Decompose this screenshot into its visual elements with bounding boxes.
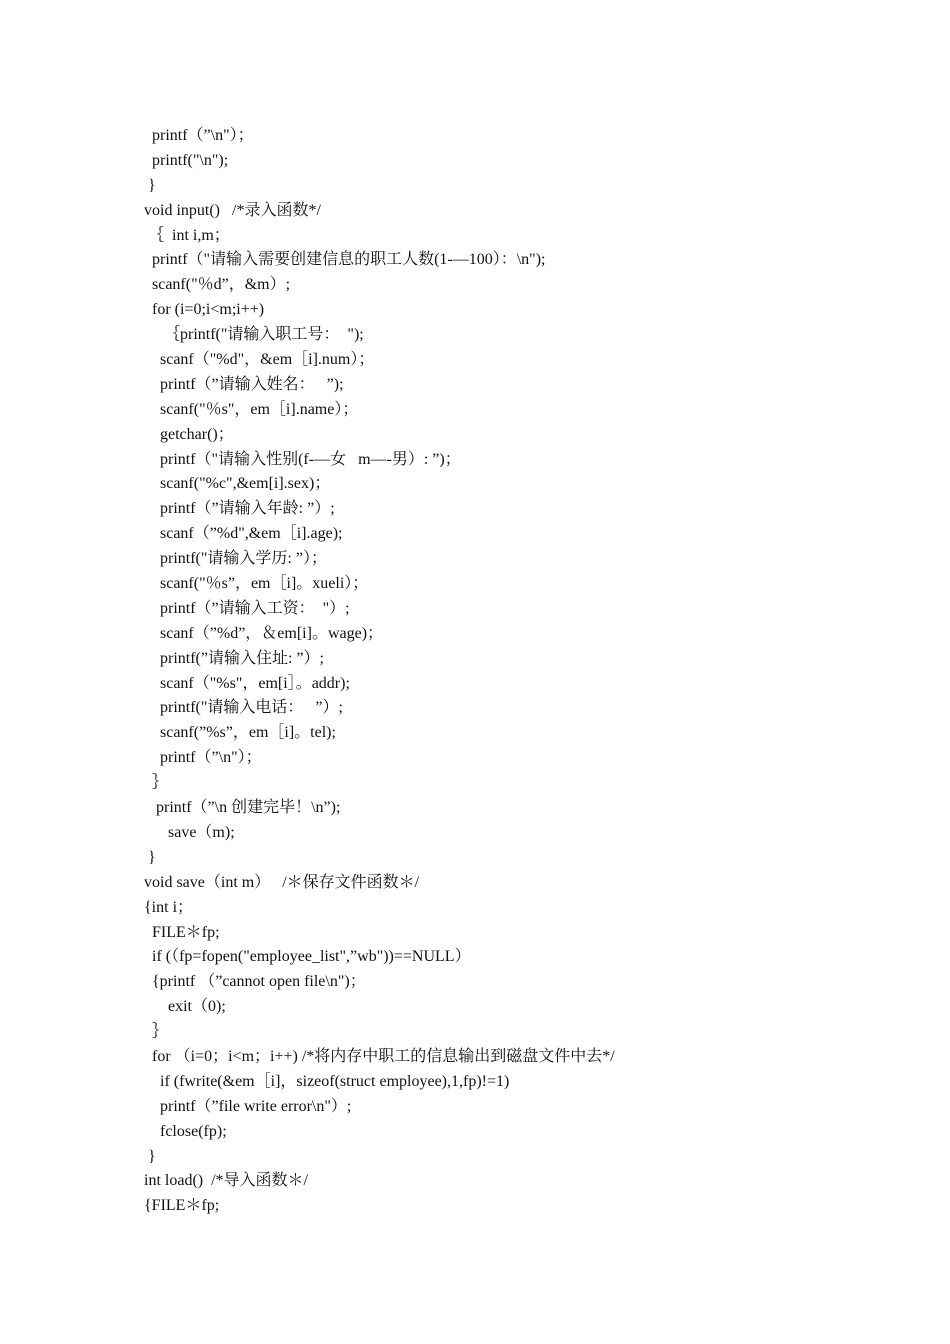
code-line: save（m); <box>144 823 235 841</box>
code-line: int load() /*导入函数＊/ <box>144 1172 308 1190</box>
code-line: scanf("％s"，em［i].name）； <box>144 400 359 418</box>
code-line: printf（”\n 创建完毕！\n”); <box>144 799 341 817</box>
code-line: exit（0); <box>144 998 226 1016</box>
code-line: {printf （”cannot open file\n")； <box>144 973 366 991</box>
code-line: scanf（”%d”，＆em[i]。wage)； <box>144 624 384 642</box>
code-line: scanf("%c",&em[i].sex)； <box>144 475 331 493</box>
code-line: for (i=0;i<m;i++) <box>144 301 265 319</box>
code-line: printf（”\n"）； <box>144 749 262 767</box>
code-line: ｝ <box>144 1023 169 1041</box>
code-line: scanf（"%d"，&em［i].num）； <box>144 351 375 369</box>
code-line: fclose(fp); <box>144 1122 227 1140</box>
code-line: void input() /*录入函数*/ <box>144 201 321 219</box>
code-line: scanf("％d”，&m）; <box>144 276 291 294</box>
code-line: getchar()； <box>144 425 234 443</box>
code-line: } <box>144 176 156 194</box>
code-line: printf（”\n"）； <box>144 127 254 144</box>
code-line: void save（int m） /＊保存文件函数＊/ <box>144 873 420 891</box>
code-line: {FILE＊fp; <box>144 1197 220 1215</box>
code-line: ｛printf("请输入职工号： "); <box>144 326 364 344</box>
code-line: scanf(”%s”，em［i]。tel); <box>144 724 336 742</box>
code-line: scanf("％s”，em［i]。xueli）； <box>144 575 369 593</box>
code-line: printf（”file write error\n"）; <box>144 1097 352 1115</box>
code-line: FILE＊fp; <box>144 923 220 941</box>
code-line: printf("请输入电话： ”）; <box>144 699 343 717</box>
code-line: if (fwrite(&em［i]，sizeof(struct employee),1,fp)!=1) <box>144 1072 510 1090</box>
code-line: } <box>144 848 156 866</box>
code-line: if (（fp=fopen("employee_list",”wb"))==NULL） <box>144 948 471 966</box>
code-line: printf（”请输入工资： "）; <box>144 599 350 617</box>
code-line: printf（”请输入年龄: ”）; <box>144 500 335 518</box>
code-line: for （i=0；i<m；i++) /*将内存中职工的信息输出到磁盘文件中去*/ <box>144 1047 615 1065</box>
code-line: printf（"请输入需要创建信息的职工人数(1-—100）：\n"); <box>144 251 546 269</box>
code-line: } <box>144 1147 156 1165</box>
code-line: printf("请输入学历: ”）； <box>144 550 327 568</box>
code-line: printf（"请输入性别(f-—女 m—-男）: ”)； <box>144 450 461 468</box>
code-line: {int i； <box>144 898 194 916</box>
code-line: printf(”请输入住址: ”）; <box>144 649 324 667</box>
code-listing <box>144 124 904 1219</box>
code-line: scanf（"%s"，em[i］。addr); <box>144 674 350 692</box>
code-line: ｝ <box>144 774 169 792</box>
code-line: scanf（”%d",&em［i].age); <box>144 525 343 543</box>
code-line: ｛ int i,m； <box>144 226 230 244</box>
code-line: printf("\n"); <box>144 151 229 169</box>
code-line: printf（”请输入姓名： ”); <box>144 375 344 393</box>
